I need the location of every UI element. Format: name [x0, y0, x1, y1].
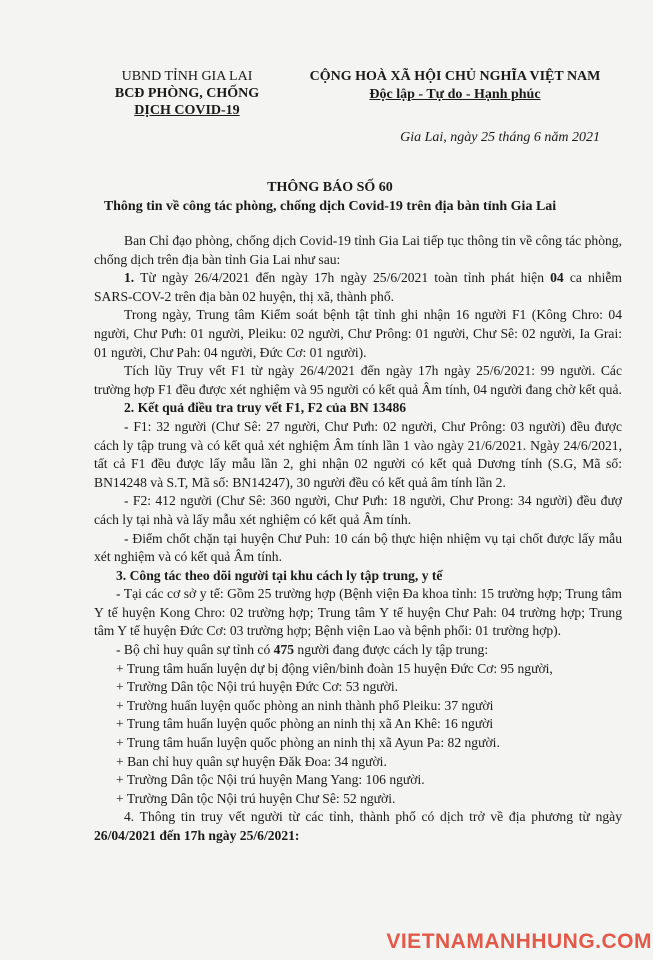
daily-f1-paragraph: Trong ngày, Trung tâm Kiểm soát bệnh tật tỉnh ghi nhận 16 người F1 (Kông Chro: 04 người, Chư Pưh: 01 người, Pleiku: 02 người, Chư Prông: 01 người, Chư Sê: 02 người, Ia Grai: 01 người, Chư Pah: 04 người, Đức Cơ: 01 người).	[94, 307, 622, 360]
section-2-heading: 2. Kết quả điều tra truy vết F1, F2 của BN 13486	[124, 400, 407, 416]
list-item: + Trung tâm huấn luyện quốc phòng an ninh thị xã An Khê: 16 người	[116, 716, 494, 732]
intro-paragraph: Ban Chỉ đạo phòng, chống dịch Covid-19 tỉnh Gia Lai tiếp tục thông tin về công tác phòng, chống dịch trên địa bàn tỉnh Gia Lai như sau:	[94, 233, 622, 267]
list-item: + Ban chỉ huy quân sự huyện Đăk Đoa: 34 người.	[116, 753, 387, 769]
f1-paragraph: - F1: 32 người (Chư Sê: 27 người, Chư Pưh: 02 người, Chư Prông: 03 người) đều được cách ly tập trung và có kết quả xét nghiệm Âm tính lần 1 vào ngày 21/6/2021. Ngày 24/6/2021, tất cả F1 đều được lấy mẫu lần 2, ghi nhận 02 người có kết quả Dương tính (S.G, Mã số: BN14248 và S.T, Mã số: BN14247), 30 người đều có kết quả âm tính lần 2.	[94, 418, 622, 490]
list-item: + Trung tâm huấn luyện dự bị động viên/binh đoàn 15 huyện Đức Cơ: 95 người,	[116, 660, 553, 676]
section-1-number: 1.	[124, 270, 135, 286]
document-title-block	[40, 178, 620, 216]
national-header	[300, 68, 610, 104]
f2-paragraph: - F2: 412 người (Chư Sê: 360 người, Chư Pưh: 18 người, Chư Prong: 34 người) đều đượ cách ly tại nhà và lấy mẫu xét nghiệm có kết quả Âm tính.	[94, 493, 622, 527]
quarantine-text-b: người đang được cách ly tập trung:	[294, 642, 489, 658]
quarantine-text-a: - Bộ chỉ huy quân sự tỉnh có	[116, 642, 274, 658]
list-item: + Trường Dân tộc Nội trú huyện Mang Yang: 106 người.	[116, 772, 425, 788]
issuer-line-1: UBND TỈNH GIA LAI	[121, 69, 253, 84]
national-motto: Độc lập - Tự do - Hạnh phúc	[369, 87, 541, 102]
case-count: 04	[550, 270, 564, 286]
document-date: Gia Lai, ngày 25 tháng 6 năm 2021	[400, 130, 600, 145]
document-body	[94, 232, 622, 846]
section-1-text-b: ca nhiễm SARS-COV-2 trên địa bàn 02 huyện, thị xã, thành phố.	[94, 270, 622, 304]
cumulative-f1-paragraph: Tích lũy Truy vết F1 từ ngày 26/4/2021 đến ngày 17h ngày 25/6/2021: 99 người. Các trường hợp F1 đều được xét nghiệm và 95 người có kết quả Âm tính, 04 người đang chờ kết quả.	[94, 363, 622, 397]
list-item: + Trường Dân tộc Nội trú huyện Chư Sê: 52 người.	[116, 790, 396, 806]
military-quarantine-paragraph	[94, 641, 622, 660]
national-title: CỘNG HOÀ XÃ HỘI CHỦ NGHĨA VIỆT NAM	[309, 69, 601, 84]
checkpoint-paragraph: - Điểm chốt chặn tại huyện Chư Puh: 10 cán bộ thực hiện nhiệm vụ tại chốt được lấy mẫu xét nghiệm và có kết quả Âm tính.	[94, 530, 622, 565]
quarantine-count: 475	[273, 642, 295, 658]
section-3-heading: 3. Công tác theo dõi người tại khu cách ly tập trung, y tế	[116, 567, 443, 583]
list-item: + Trường huấn luyện quốc phòng an ninh thành phố Pleiku: 37 người	[116, 697, 494, 713]
medical-facilities-paragraph: - Tại các cơ sở y tế: Gồm 25 trường hợp (Bệnh viện Đa khoa tỉnh: 15 trường hợp; Trung tâm Y tế huyện Kong Chro: 02 trường hợp; Trung tâm Y tế huyện Chư Pah: 04 trường hợp; Trung tâm Y tế huyện Đức Cơ: 03 trường hợp; Bệnh viện Lao và bệnh phổi: 01 trường hợp).	[94, 586, 622, 639]
issuer-block	[92, 68, 282, 119]
issuer-line-2: BCĐ PHÒNG, CHỐNG	[114, 86, 260, 101]
section-4-date-range: 26/04/2021 đến 17h ngày 25/6/2021:	[94, 828, 300, 843]
section-4-paragraph	[94, 808, 622, 845]
document-subject: Thông tin về công tác phòng, chống dịch Covid-19 trên địa bàn tỉnh Gia Lai	[103, 199, 557, 214]
list-item: + Trường Dân tộc Nội trú huyện Đức Cơ: 53 người.	[116, 679, 399, 695]
list-item: + Trung tâm huấn luyện quốc phòng an ninh thị xã Ayun Pa: 82 người.	[116, 735, 500, 751]
section-4-text-a: 4. Thông tin truy vết người từ các tỉnh, thành phố có dịch trở về địa phương từ ngày	[124, 809, 622, 825]
section-1-text-a: Từ ngày 26/4/2021 đến ngày 17h ngày 25/6/2021 toàn tỉnh phát hiện	[134, 270, 551, 286]
issuer-line-3: DỊCH COVID-19	[134, 103, 240, 118]
section-1-paragraph	[94, 269, 622, 306]
document-number: THÔNG BÁO SỐ 60	[267, 180, 393, 195]
watermark: VIETNAMANHHUNG.COM	[386, 930, 652, 953]
